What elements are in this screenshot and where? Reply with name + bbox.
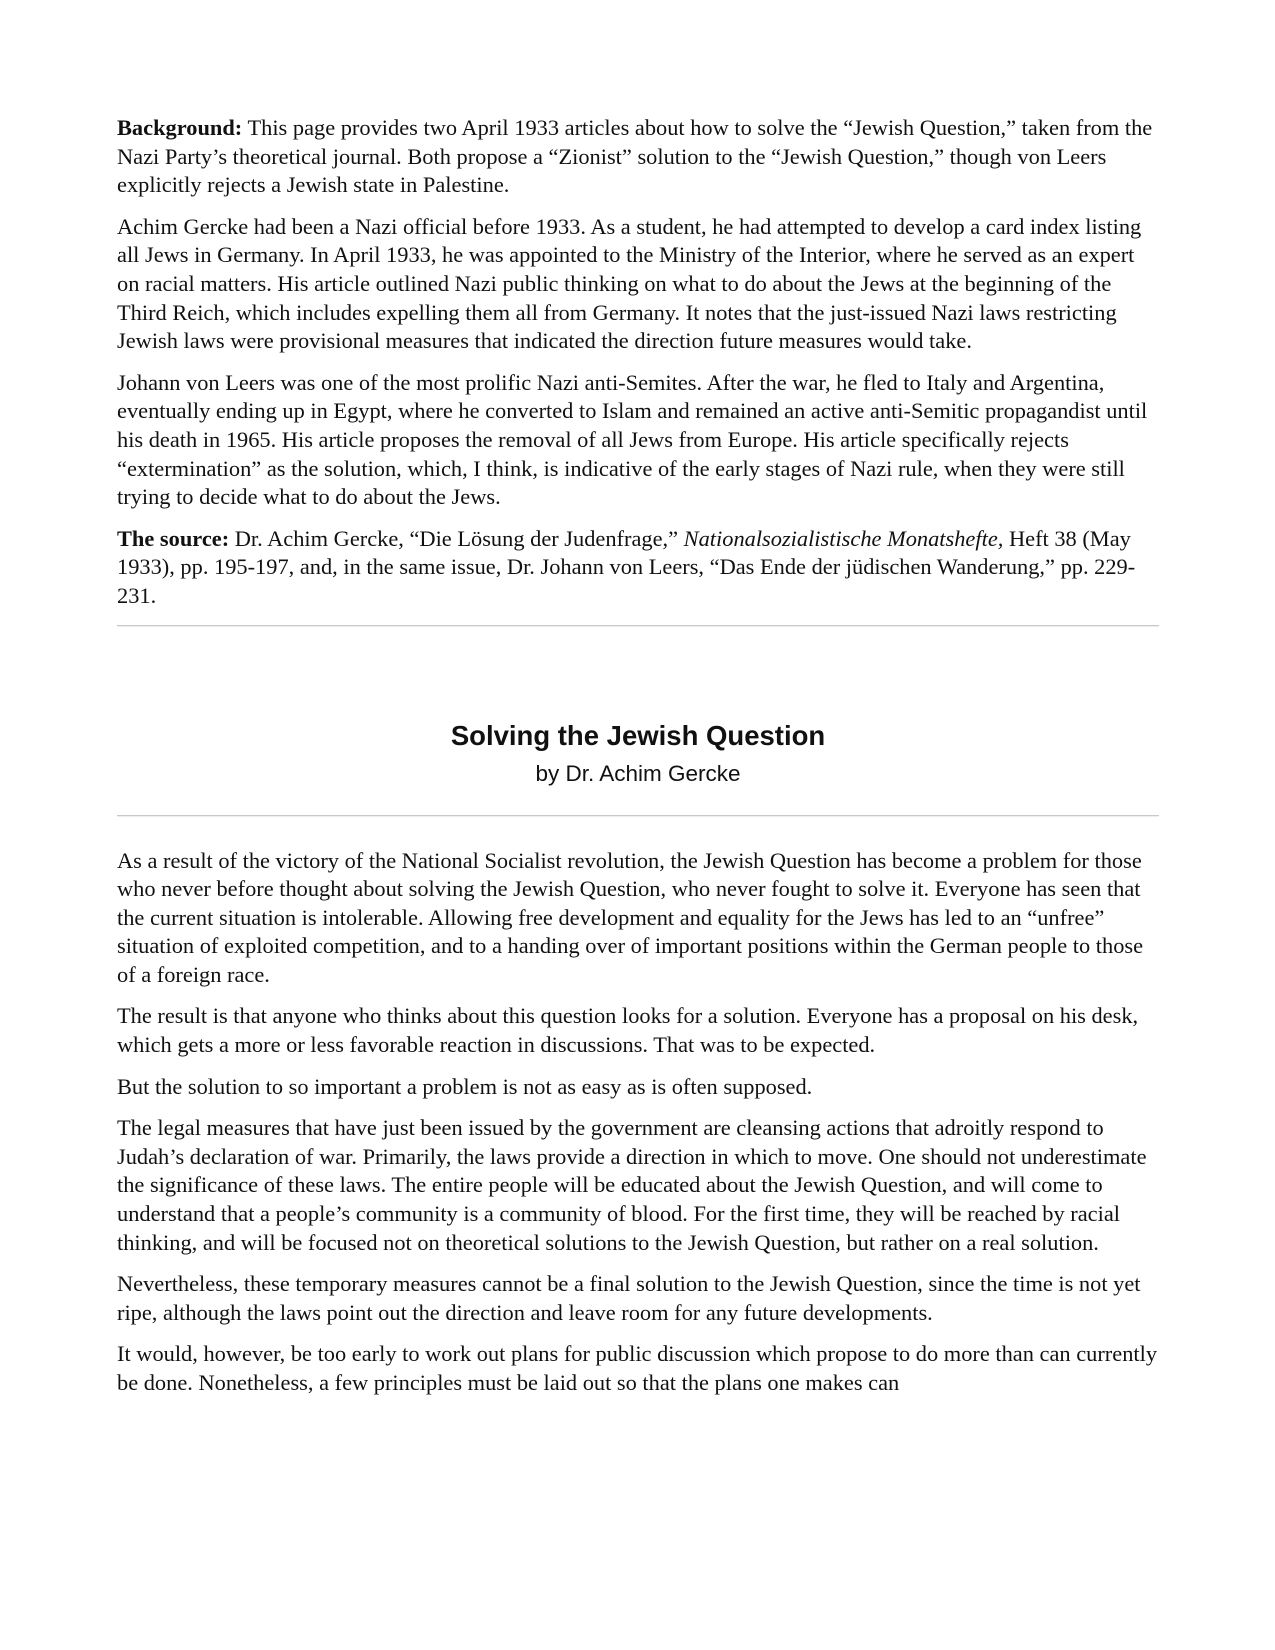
article-paragraph: The legal measures that have just been issued by the government are cleansing actions that adroitly respond to Judah’s declaration of war. Primarily, the laws provide a direction in which to move. One should not underestimate the significance of these laws. The entire people will be educated about the Jewish Question, and will come to understand that a people’s community is a community of blood. For the first time, they will be reached by racial thinking, and will be focused not on theoretical solutions to the Jewish Question, but rather on a real solution.	[117, 1115, 1147, 1255]
source-citation-start: Dr. Achim Gercke, “Die Lösung der Judenfrage,”	[234, 525, 679, 551]
background-label: Background:	[117, 115, 243, 140]
article-body	[117, 847, 1159, 1398]
article-paragraph: As a result of the victory of the National Socialist revolution, the Jewish Question has become a problem for those who never before thought about solving the Jewish Question, who never fought to solve it. Everyone has seen that the current situation is intolerable. Allowing free development and equality for the Jews has led to an “unfree” situation of exploited competition, and to a handing over of important positions within the German people to those of a foreign race.	[117, 847, 1144, 987]
header-divider	[117, 815, 1159, 817]
background-text: This page provides two April 1933 articles about how to solve the “Jewish Question,” taken from the Nazi Party’s theoretical journal. Both propose a “Zionist” solution to the “Jewish Question,” though von Leers explicitly rejects a Jewish state in Palestine.	[117, 115, 1153, 198]
article-byline: by Dr. Achim Gercke	[535, 760, 741, 786]
source-label: The source:	[117, 525, 230, 551]
article-paragraph: It would, however, be too early to work out plans for public discussion which propose to do more than can currently be done. Nonetheless, a few principles must be laid out so that the plans one makes can	[117, 1341, 1158, 1395]
article-paragraph: Nevertheless, these temporary measures cannot be a final solution to the Jewish Question, since the time is not yet ripe, although the laws point out the direction and leave room for any future developments.	[117, 1271, 1141, 1325]
source-paragraph	[117, 525, 1159, 611]
article-paragraph: The result is that anyone who thinks about this question looks for a solution. Everyone has a proposal on his desk, which gets a more or less favorable reaction in discussions. That was to be expected.	[117, 1003, 1139, 1058]
background-paragraph	[117, 114, 1159, 200]
section-divider	[117, 625, 1159, 627]
journal-title: Nationalsozialistische Monatshefte,	[683, 525, 1004, 551]
von-leers-bio-paragraph: Johann von Leers was one of the most prolific Nazi anti-Semites. After the war, he fled to Italy and Argentina, eventually ending up in Egypt, where he converted to Islam and remained an active anti-Semitic propagandist until his death in 1965. His article proposes the removal of all Jews from Europe. His article specifically rejects “extermination” as the solution, which, I think, is indicative of the early stages of Nazi rule, when they were still trying to decide what to do about the Jews.	[117, 369, 1148, 510]
source-citation-end: Heft 38 (May 1933), pp. 195-197, and, in the same issue, Dr. Johann von Leers, “Das Ende der jüdischen Wanderung,” pp. 229-231.	[117, 525, 1136, 608]
document-page	[117, 114, 1159, 1411]
article-title: Solving the Jewish Question	[450, 719, 826, 751]
article-header	[117, 719, 1159, 789]
gercke-bio-paragraph: Achim Gercke had been a Nazi official before 1933. As a student, he had attempted to develop a card index listing all Jews in Germany. In April 1933, he was appointed to the Ministry of the Interior, where he served as an expert on racial matters. His article outlined Nazi public thinking on what to do about the Jews at the beginning of the Third Reich, which includes expelling them all from Germany. It notes that the just-issued Nazi laws restricting Jewish laws were provisional measures that indicated the direction future measures would take.	[117, 213, 1142, 354]
article-paragraph: But the solution to so important a problem is not as easy as is often supposed.	[117, 1073, 813, 1099]
